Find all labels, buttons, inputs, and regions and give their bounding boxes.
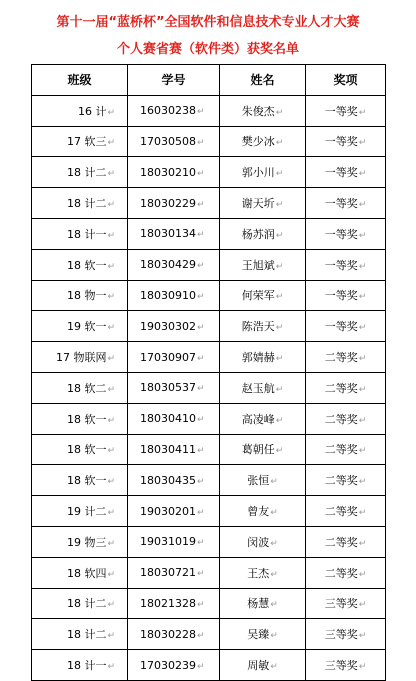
award-cell — [306, 372, 386, 403]
student-id-cell — [128, 650, 220, 681]
cell-text: 一等奖 — [324, 166, 358, 180]
cell-text: 19 计二 — [66, 505, 107, 519]
cell-text: 葛朝任 — [241, 443, 275, 457]
student-name-cell — [220, 218, 306, 249]
paragraph-mark-icon: ↵ — [358, 384, 367, 395]
cell-text: 三等奖 — [324, 597, 358, 611]
paragraph-mark-icon: ↵ — [358, 323, 367, 334]
paragraph-mark-icon: ↵ — [107, 200, 115, 211]
document-title: 第十一届“蓝桥杯”全国软件和信息技术专业人才大赛 — [56, 15, 360, 30]
student-name-cell — [220, 188, 306, 219]
award-cell — [306, 95, 386, 126]
student-name-cell — [220, 619, 306, 650]
table-row — [32, 280, 386, 311]
cell-text: 18030228 — [140, 627, 196, 641]
paragraph-mark-icon: ↵ — [275, 138, 284, 149]
student-id-cell — [128, 280, 220, 311]
cell-text: 18 软一 — [66, 258, 107, 272]
cell-text: 18 软一 — [66, 474, 107, 488]
paragraph-mark-icon: ↵ — [275, 384, 284, 395]
paragraph-mark-icon: ↵ — [197, 261, 205, 272]
student-name-cell — [220, 526, 306, 557]
cell-text: 18030910 — [140, 288, 196, 302]
award-cell — [306, 311, 386, 342]
table-header-row — [32, 65, 386, 96]
student-name-cell — [220, 157, 306, 188]
cell-text: 17 软三 — [66, 135, 107, 149]
table-row — [32, 588, 386, 619]
class-cell — [32, 557, 128, 588]
class-cell — [32, 95, 128, 126]
table-row — [32, 619, 386, 650]
paragraph-mark-icon: ↵ — [275, 323, 284, 334]
paragraph-mark-icon: ↵ — [107, 107, 115, 118]
table-row — [32, 342, 386, 373]
cell-text: 二等奖 — [324, 474, 358, 488]
cell-text: 郭小川 — [241, 166, 275, 180]
cell-text: 二等奖 — [324, 505, 358, 519]
cell-text: 18 计一 — [66, 227, 107, 241]
cell-text: 19031019 — [140, 535, 196, 549]
paragraph-mark-icon: ↵ — [270, 600, 278, 611]
class-cell — [32, 434, 128, 465]
table-row — [32, 126, 386, 157]
award-cell — [306, 249, 386, 280]
cell-text: 二等奖 — [324, 412, 358, 426]
student-name-cell — [220, 126, 306, 157]
paragraph-mark-icon: ↵ — [358, 107, 367, 118]
award-cell — [306, 619, 386, 650]
cell-text: 一等奖 — [324, 320, 358, 334]
paragraph-mark-icon: ↵ — [107, 230, 115, 241]
cell-text: 一等奖 — [324, 258, 358, 272]
class-cell — [32, 249, 128, 280]
paragraph-mark-icon: ↵ — [275, 230, 284, 241]
paragraph-mark-icon: ↵ — [107, 415, 115, 426]
cell-text: 17 物联网 — [55, 351, 107, 365]
class-cell — [32, 157, 128, 188]
class-cell — [32, 403, 128, 434]
paragraph-mark-icon: ↵ — [107, 477, 115, 488]
student-id-cell — [128, 588, 220, 619]
cell-text: 二等奖 — [324, 381, 358, 395]
cell-text: 18 软一 — [66, 443, 107, 457]
paragraph-mark-icon: ↵ — [197, 569, 205, 580]
paragraph-mark-icon: ↵ — [197, 137, 205, 148]
cell-text: 18 计一 — [66, 659, 107, 673]
cell-text: 18 计二 — [66, 628, 107, 642]
cell-text: 一等奖 — [324, 197, 358, 211]
table-row — [32, 311, 386, 342]
table-row — [32, 496, 386, 527]
cell-text: 王杰 — [247, 566, 270, 580]
paragraph-mark-icon: ↵ — [197, 599, 205, 610]
cell-text: 周敏 — [247, 659, 270, 673]
cell-text: 18 软二 — [66, 381, 107, 395]
paragraph-mark-icon: ↵ — [197, 507, 205, 518]
paragraph-mark-icon: ↵ — [358, 138, 367, 149]
student-id-cell — [128, 311, 220, 342]
header-student-id: 学号 — [128, 65, 220, 96]
award-cell — [306, 526, 386, 557]
paragraph-mark-icon: ↵ — [107, 631, 115, 642]
paragraph-mark-icon: ↵ — [107, 538, 115, 549]
paragraph-mark-icon: ↵ — [358, 261, 367, 272]
student-id-cell — [128, 526, 220, 557]
paragraph-mark-icon: ↵ — [275, 446, 284, 457]
paragraph-mark-icon: ↵ — [107, 600, 115, 611]
student-name-cell — [220, 280, 306, 311]
paragraph-mark-icon: ↵ — [358, 631, 367, 642]
cell-text: 何荣军 — [241, 289, 275, 303]
cell-text: 18030134 — [140, 227, 196, 241]
cell-text: 一等奖 — [324, 104, 358, 118]
cell-text: 一等奖 — [324, 135, 358, 149]
paragraph-mark-icon: ↵ — [270, 631, 278, 642]
student-id-cell — [128, 95, 220, 126]
cell-text: 陈浩天 — [241, 320, 275, 334]
student-id-cell — [128, 249, 220, 280]
paragraph-mark-icon: ↵ — [197, 199, 205, 210]
paragraph-mark-icon: ↵ — [107, 446, 115, 457]
table-row — [32, 434, 386, 465]
cell-text: 18 软四 — [66, 566, 107, 580]
cell-text: 19030302 — [140, 319, 196, 333]
cell-text: 三等奖 — [324, 659, 358, 673]
table-row — [32, 249, 386, 280]
table-row — [32, 465, 386, 496]
award-cell — [306, 218, 386, 249]
student-id-cell — [128, 342, 220, 373]
student-name-cell — [220, 372, 306, 403]
cell-text: 杨慧 — [247, 597, 270, 611]
cell-text: 17030508 — [140, 134, 196, 148]
class-cell — [32, 372, 128, 403]
paragraph-mark-icon: ↵ — [107, 662, 115, 673]
award-cell — [306, 157, 386, 188]
paragraph-mark-icon: ↵ — [107, 138, 115, 149]
cell-text: 19030201 — [140, 504, 196, 518]
student-id-cell — [128, 372, 220, 403]
table-row — [32, 372, 386, 403]
paragraph-mark-icon: ↵ — [270, 508, 278, 519]
class-cell — [32, 588, 128, 619]
cell-text: 高凌峰 — [241, 412, 275, 426]
cell-text: 18030721 — [140, 566, 196, 580]
class-cell — [32, 619, 128, 650]
student-id-cell — [128, 619, 220, 650]
class-cell — [32, 280, 128, 311]
paragraph-mark-icon: ↵ — [197, 168, 205, 179]
student-name-cell — [220, 249, 306, 280]
paragraph-mark-icon: ↵ — [358, 538, 367, 549]
header-name: 姓名 — [220, 65, 306, 96]
cell-text: 樊少冰 — [241, 135, 275, 149]
cell-text: 二等奖 — [324, 443, 358, 457]
paragraph-mark-icon: ↵ — [197, 291, 205, 302]
student-id-cell — [128, 465, 220, 496]
table-row — [32, 218, 386, 249]
student-id-cell — [128, 403, 220, 434]
paragraph-mark-icon: ↵ — [107, 169, 115, 180]
class-cell — [32, 496, 128, 527]
paragraph-mark-icon: ↵ — [107, 323, 115, 334]
paragraph-mark-icon: ↵ — [197, 476, 205, 487]
document-subtitle: 个人赛省赛（软件类）获奖名单 — [116, 42, 299, 57]
paragraph-mark-icon: ↵ — [197, 415, 205, 426]
class-cell — [32, 218, 128, 249]
cell-text: 18030435 — [140, 473, 196, 487]
table-row — [32, 403, 386, 434]
paragraph-mark-icon: ↵ — [358, 200, 367, 211]
cell-text: 17030907 — [140, 350, 196, 364]
paragraph-mark-icon: ↵ — [197, 322, 205, 333]
paragraph-mark-icon: ↵ — [358, 569, 367, 580]
cell-text: 郭婧赫 — [241, 351, 275, 365]
cell-text: 王旭斌 — [241, 258, 275, 272]
cell-text: 一等奖 — [324, 289, 358, 303]
table-row — [32, 157, 386, 188]
table-row — [32, 95, 386, 126]
award-cell — [306, 588, 386, 619]
class-cell — [32, 526, 128, 557]
paragraph-mark-icon: ↵ — [270, 538, 278, 549]
paragraph-mark-icon: ↵ — [197, 661, 205, 672]
class-cell — [32, 465, 128, 496]
paragraph-mark-icon: ↵ — [107, 261, 115, 272]
cell-text: 19 物三 — [66, 535, 107, 549]
cell-text: 18030410 — [140, 412, 196, 426]
cell-text: 闵波 — [247, 535, 270, 549]
paragraph-mark-icon: ↵ — [270, 477, 278, 488]
student-name-cell — [220, 403, 306, 434]
student-name-cell — [220, 95, 306, 126]
cell-text: 18030229 — [140, 196, 196, 210]
student-name-cell — [220, 342, 306, 373]
class-cell — [32, 650, 128, 681]
cell-text: 18 物一 — [66, 289, 107, 303]
student-name-cell — [220, 434, 306, 465]
student-name-cell — [220, 311, 306, 342]
paragraph-mark-icon: ↵ — [275, 261, 284, 272]
paragraph-mark-icon: ↵ — [358, 169, 367, 180]
paragraph-mark-icon: ↵ — [197, 230, 205, 241]
table-row — [32, 557, 386, 588]
award-cell — [306, 465, 386, 496]
table-row — [32, 650, 386, 681]
table-row — [32, 188, 386, 219]
student-id-cell — [128, 188, 220, 219]
award-cell — [306, 126, 386, 157]
table-row — [32, 526, 386, 557]
student-name-cell — [220, 588, 306, 619]
cell-text: 一等奖 — [324, 227, 358, 241]
cell-text: 朱俊杰 — [241, 104, 275, 118]
student-id-cell — [128, 496, 220, 527]
paragraph-mark-icon: ↵ — [275, 354, 284, 365]
paragraph-mark-icon: ↵ — [107, 508, 115, 519]
paragraph-mark-icon: ↵ — [358, 600, 367, 611]
paragraph-mark-icon: ↵ — [275, 200, 284, 211]
class-cell — [32, 188, 128, 219]
student-name-cell — [220, 557, 306, 588]
paragraph-mark-icon: ↵ — [358, 446, 367, 457]
paragraph-mark-icon: ↵ — [358, 477, 367, 488]
cell-text: 18030411 — [140, 442, 196, 456]
cell-text: 杨苏润 — [241, 227, 275, 241]
paragraph-mark-icon: ↵ — [270, 569, 278, 580]
student-id-cell — [128, 557, 220, 588]
student-id-cell — [128, 126, 220, 157]
paragraph-mark-icon: ↵ — [107, 569, 115, 580]
cell-text: 吴臻 — [247, 628, 270, 642]
award-cell — [306, 650, 386, 681]
cell-text: 18030210 — [140, 165, 196, 179]
paragraph-mark-icon: ↵ — [275, 107, 284, 118]
student-name-cell — [220, 650, 306, 681]
header-class: 班级 — [32, 65, 128, 96]
cell-text: 18 计二 — [66, 597, 107, 611]
paragraph-mark-icon: ↵ — [197, 384, 205, 395]
header-award: 奖项 — [306, 65, 386, 96]
cell-text: 赵玉航 — [241, 381, 275, 395]
award-cell — [306, 434, 386, 465]
award-cell — [306, 188, 386, 219]
paragraph-mark-icon: ↵ — [197, 538, 205, 549]
cell-text: 19 软一 — [66, 320, 107, 334]
paragraph-mark-icon: ↵ — [197, 107, 205, 118]
student-id-cell — [128, 434, 220, 465]
cell-text: 二等奖 — [324, 566, 358, 580]
cell-text: 18021328 — [140, 596, 196, 610]
paragraph-mark-icon: ↵ — [270, 662, 278, 673]
cell-text: 张恒 — [247, 474, 270, 488]
paragraph-mark-icon: ↵ — [275, 169, 284, 180]
paragraph-mark-icon: ↵ — [107, 384, 115, 395]
paragraph-mark-icon: ↵ — [358, 415, 367, 426]
paragraph-mark-icon: ↵ — [197, 630, 205, 641]
award-cell — [306, 403, 386, 434]
class-cell — [32, 342, 128, 373]
cell-text: 三等奖 — [324, 628, 358, 642]
cell-text: 16 计 — [77, 104, 107, 118]
cell-text: 18 计二 — [66, 197, 107, 211]
paragraph-mark-icon: ↵ — [107, 292, 115, 303]
paragraph-mark-icon: ↵ — [275, 292, 284, 303]
paragraph-mark-icon: ↵ — [358, 230, 367, 241]
paragraph-mark-icon: ↵ — [197, 353, 205, 364]
cell-text: 17030239 — [140, 658, 196, 672]
class-cell — [32, 311, 128, 342]
paragraph-mark-icon: ↵ — [358, 292, 367, 303]
award-cell — [306, 342, 386, 373]
award-table — [31, 64, 386, 681]
cell-text: 二等奖 — [324, 535, 358, 549]
cell-text: 18 软一 — [66, 412, 107, 426]
paragraph-mark-icon: ↵ — [358, 354, 367, 365]
cell-text: 二等奖 — [324, 351, 358, 365]
student-id-cell — [128, 218, 220, 249]
paragraph-mark-icon: ↵ — [275, 415, 284, 426]
award-cell — [306, 496, 386, 527]
class-cell — [32, 126, 128, 157]
award-cell — [306, 557, 386, 588]
student-name-cell — [220, 465, 306, 496]
cell-text: 曾友 — [247, 505, 270, 519]
cell-text: 18 计二 — [66, 166, 107, 180]
student-id-cell — [128, 157, 220, 188]
student-name-cell — [220, 496, 306, 527]
paragraph-mark-icon: ↵ — [197, 445, 205, 456]
cell-text: 16030238 — [140, 104, 196, 118]
paragraph-mark-icon: ↵ — [358, 508, 367, 519]
cell-text: 18030537 — [140, 381, 196, 395]
paragraph-mark-icon: ↵ — [107, 354, 115, 365]
paragraph-mark-icon: ↵ — [358, 662, 367, 673]
award-cell — [306, 280, 386, 311]
cell-text: 18030429 — [140, 258, 196, 272]
cell-text: 谢天圻 — [241, 197, 275, 211]
